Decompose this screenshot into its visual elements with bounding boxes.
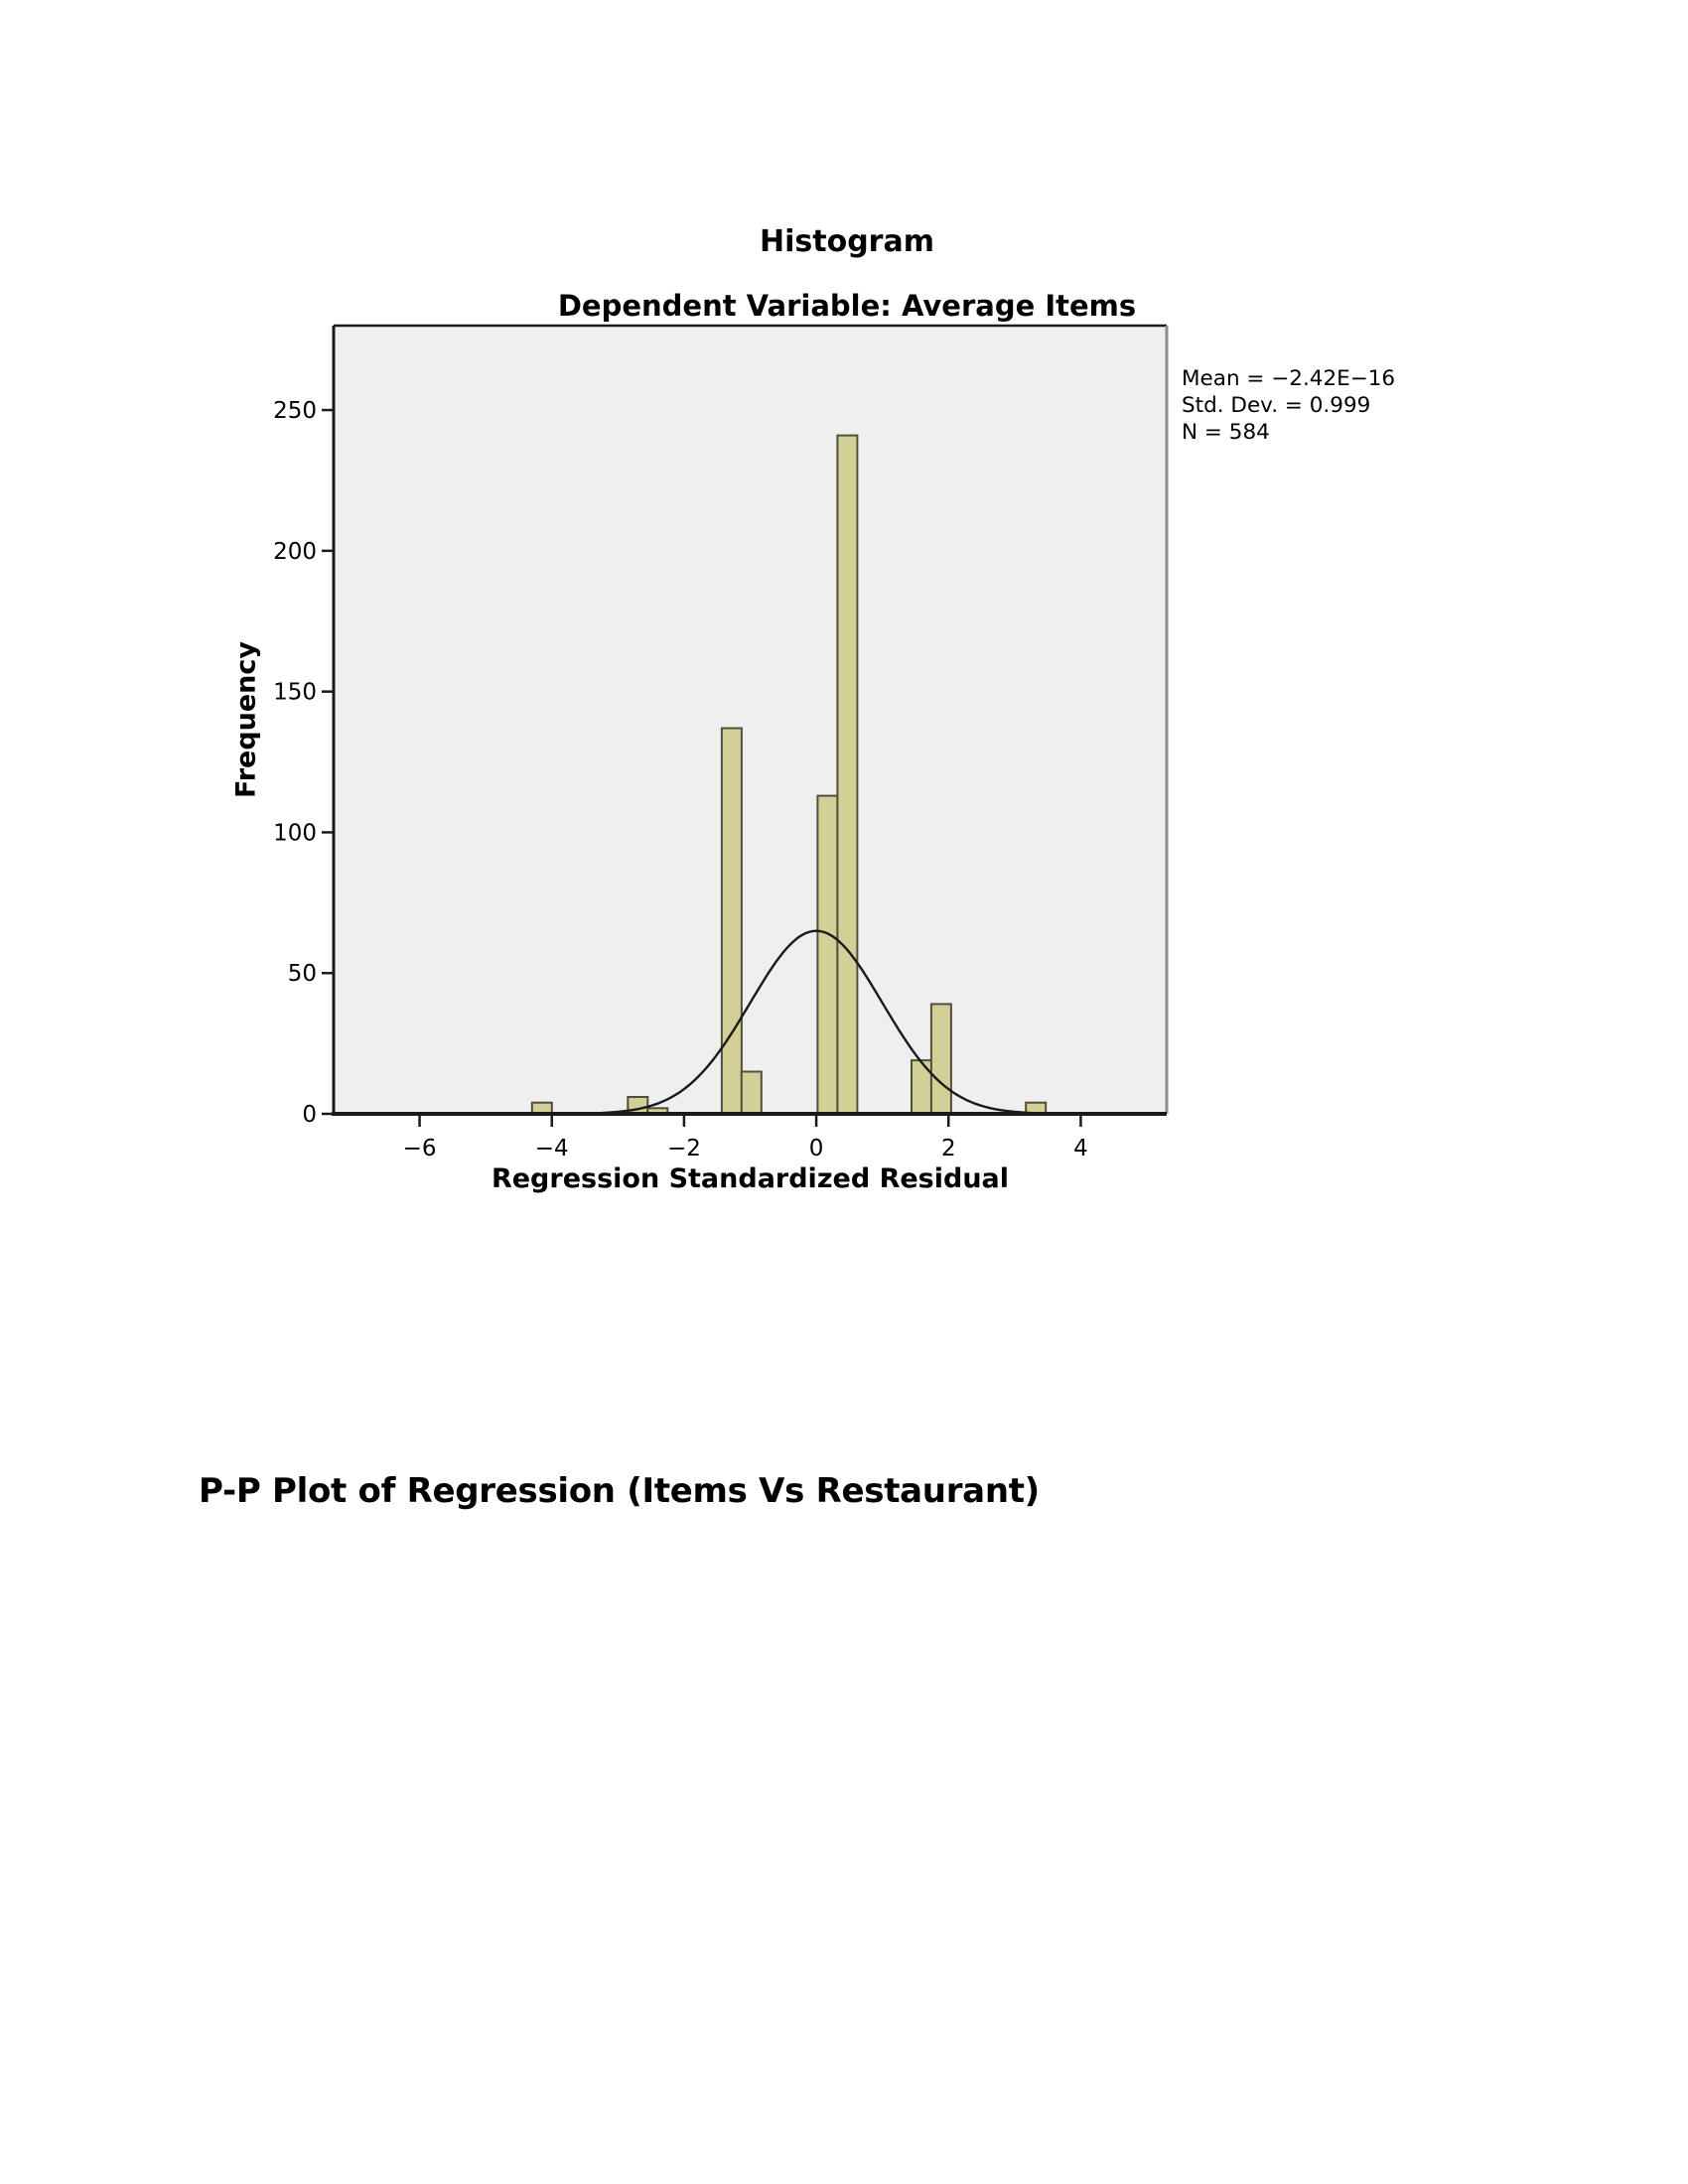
y-tick-label: 100 (273, 820, 317, 847)
histogram-bar (912, 1060, 931, 1114)
x-tick-label: 0 (808, 1136, 824, 1161)
stats-legend (1182, 365, 1395, 446)
histogram-bar (722, 729, 742, 1115)
chart-subtitle: Dependent Variable: Average Items (557, 289, 1137, 323)
x-tick-label: 2 (940, 1136, 956, 1161)
stats-n: N = 584 (1182, 420, 1270, 445)
y-axis-title: Frequency (230, 640, 262, 799)
y-tick-label: 150 (273, 679, 317, 706)
x-tick-label: −6 (402, 1136, 437, 1161)
stats-std-dev: Std. Dev. = 0.999 (1182, 393, 1371, 418)
histogram-bar (837, 436, 857, 1114)
y-tick-label: 250 (273, 398, 317, 425)
x-tick-label: 4 (1073, 1136, 1088, 1161)
x-tick-label: −2 (666, 1136, 701, 1161)
y-tick-label: 50 (287, 961, 317, 988)
histogram-bar (817, 796, 837, 1114)
chart-title: Histogram (760, 224, 934, 259)
y-tick-label: 200 (273, 538, 317, 565)
histogram-bar (931, 1004, 951, 1114)
plot-background (334, 326, 1167, 1114)
x-tick-label: −4 (534, 1136, 569, 1161)
stats-mean: Mean = −2.42E−16 (1182, 366, 1396, 391)
pp-plot-heading: P-P Plot of Regression (Items Vs Restaurant) (199, 1471, 1040, 1511)
y-tick-label: 0 (302, 1102, 317, 1128)
histogram-bar (742, 1072, 762, 1115)
x-axis-title: Regression Standardized Residual (491, 1163, 1010, 1194)
